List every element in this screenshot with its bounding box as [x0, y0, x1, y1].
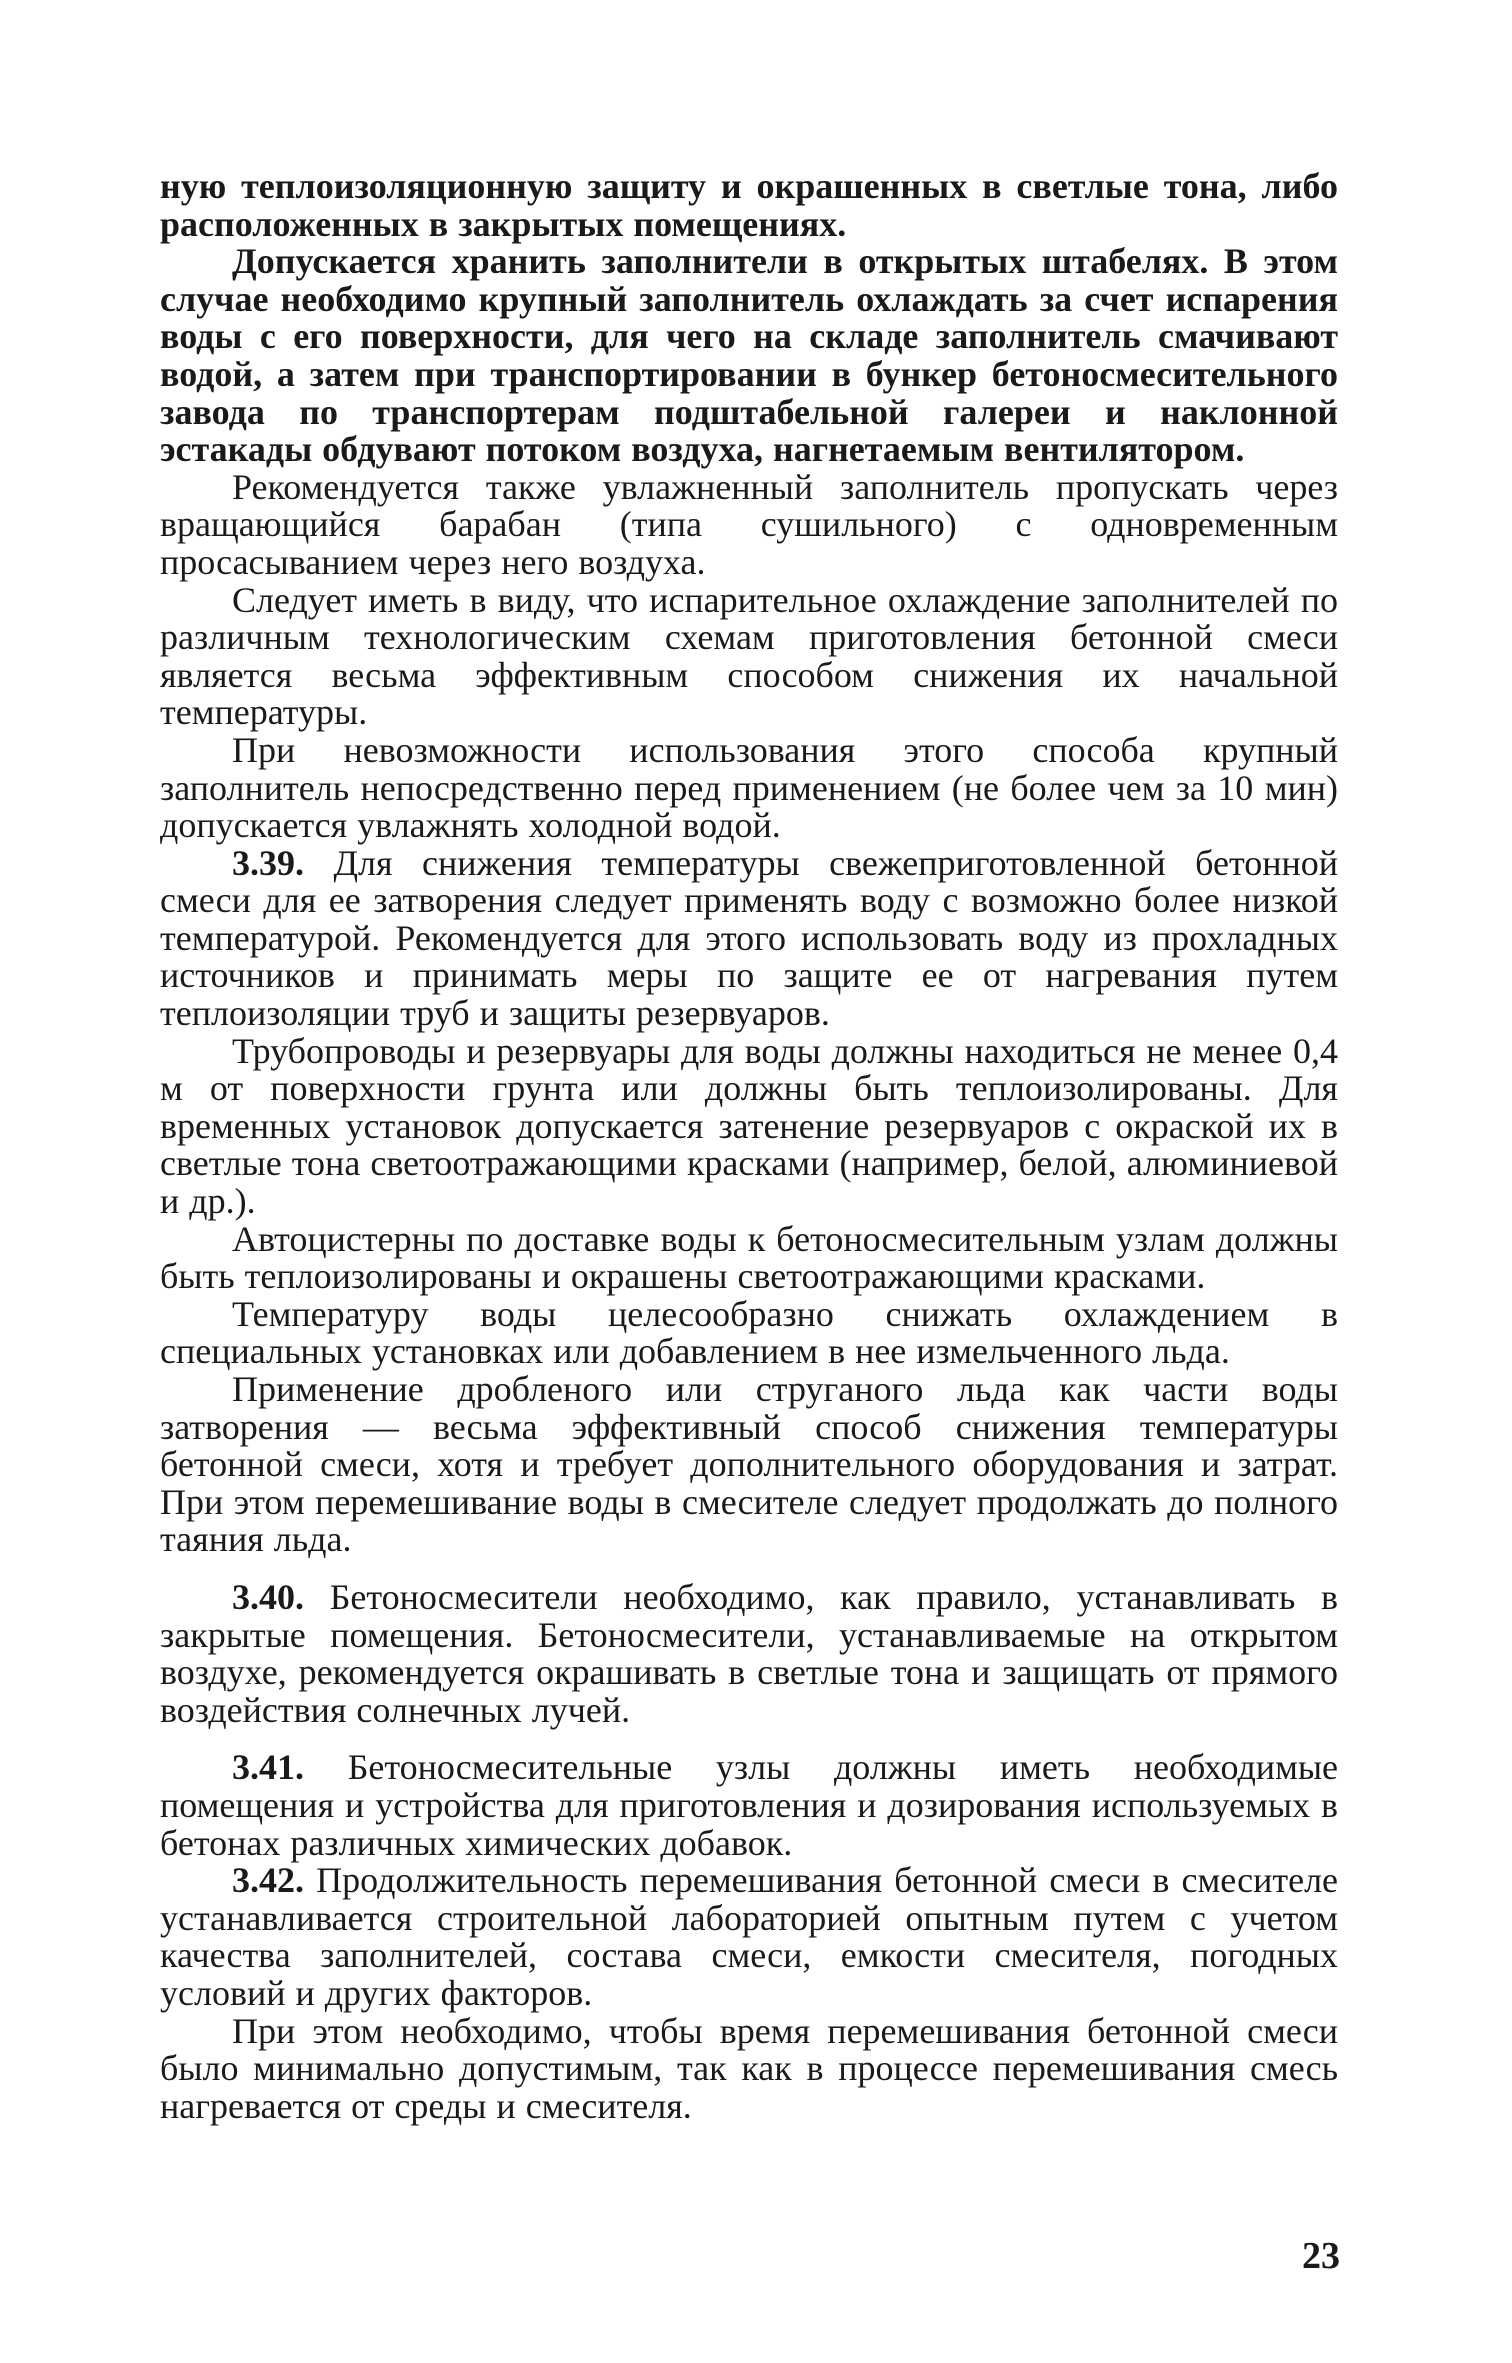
section-3-39-text: Для снижения температуры свежеприготовленной бетонной смеси для ее затворения следует применять воду с возможно более низкой температурой. Рекомендуется для этого использовать воду из прохладных источников и принимать меры по защите ее от нагревания путем теплоизоляции труб и защиты резервуаров.	[160, 842, 1338, 1034]
paragraph-4: Следует иметь в виду, что испарительное охлаждение заполнителей по различным технологическим схемам приготовления бетонной смеси является весьма эффективным способом снижения их начальной температуры.	[160, 579, 1338, 733]
paragraph-8: Автоцистерны по доставке воды к бетоносмесительным узлам должны быть теплоизолированы и окрашены светоотражающими красками.	[160, 1218, 1338, 1297]
section-number-3-42: 3.42.	[232, 1860, 304, 1901]
paragraph-7: Трубопроводы и резервуары для воды должны находиться не менее 0,4 м от поверхности грунта или должны быть теплоизолированы. Для временных установок допускается затенение резервуаров с окраской их в светлые тона светоотражающими красками (например, белой, алюминиевой и др.).	[160, 1030, 1338, 1222]
section-number-3-40: 3.40.	[232, 1576, 304, 1617]
paragraph-1: ную теплоизоляционную защиту и окрашенных в светлые тона, либо расположенных в закрытых помещениях.	[160, 166, 1338, 244]
page-number: 23	[1302, 2235, 1340, 2277]
section-3-42-text: Продолжительность перемешивания бетонной смеси в смесителе устанавливается строительной лабораторией опытным путем с учетом качества заполнителей, состава смеси, емкости смесителя, погодных условий и других факторов.	[160, 1860, 1339, 2013]
section-number-3-41: 3.41.	[232, 1747, 304, 1788]
paragraph-3-text: Рекомендуется также увлажненный заполнитель пропускать через вращающийся барабан (типа сушильного) с одновременным просасыванием через него воздуха.	[160, 466, 1338, 582]
section-3-39	[160, 842, 1338, 1034]
document-page	[160, 168, 1338, 2125]
paragraph-3	[160, 466, 1338, 582]
paragraph-10: Применение дробленого или струганого льда как части воды затворения — весьма эффективный способ снижения температуры бетонной смеси, хотя и требует дополнительного оборудования и затрат. При этом перемешивание воды в смесителе следует продолжать до полного таяния льда.	[160, 1369, 1338, 1560]
paragraph-9: Температуру воды целесообразно снижать охлаждением в специальных установках или добавлением в нее измельченного льда.	[160, 1293, 1338, 1372]
section-3-42	[160, 1862, 1338, 2012]
section-3-41	[160, 1749, 1338, 1862]
section-3-40-text: Бетоносмесители необходимо, как правило, устанавливать в закрытые помещения. Бетоносмесители, устанавливаемые на открытом воздухе, рекомендуется окрашивать в светлые тона и защищать от прямого воздействия солнечных лучей.	[160, 1576, 1338, 1730]
paragraph-2: Допускается хранить заполнители в открытых штабелях. В этом случае необходимо крупный заполнитель охлаждать за счет испарения воды с его поверхности, для чего на складе заполнитель смачивают водой, а затем при транспортировании в бункер бетоносмесительного завода по транспортерам подштабельной галереи и наклонной эстакады обдувают потоком воздуха, нагнетаемым вентилятором.	[160, 241, 1338, 470]
section-3-40	[160, 1576, 1338, 1730]
section-number-3-39: 3.39.	[232, 842, 304, 883]
section-3-41-text: Бетоносмесительные узлы должны иметь необходимые помещения и устройства для приготовления и дозирования используемых в бетонах различных химических добавок.	[160, 1747, 1339, 1863]
paragraph-5: При невозможности использования этого способа крупный заполнитель непосредственно перед применением (не более чем за 10 мин) допускается увлажнять холодной водой.	[160, 729, 1338, 846]
paragraph-14: При этом необходимо, чтобы время перемешивания бетонной смеси было минимально допустимым, так как в процессе перемешивания смесь нагревается от среды и смесителя.	[160, 2010, 1338, 2126]
